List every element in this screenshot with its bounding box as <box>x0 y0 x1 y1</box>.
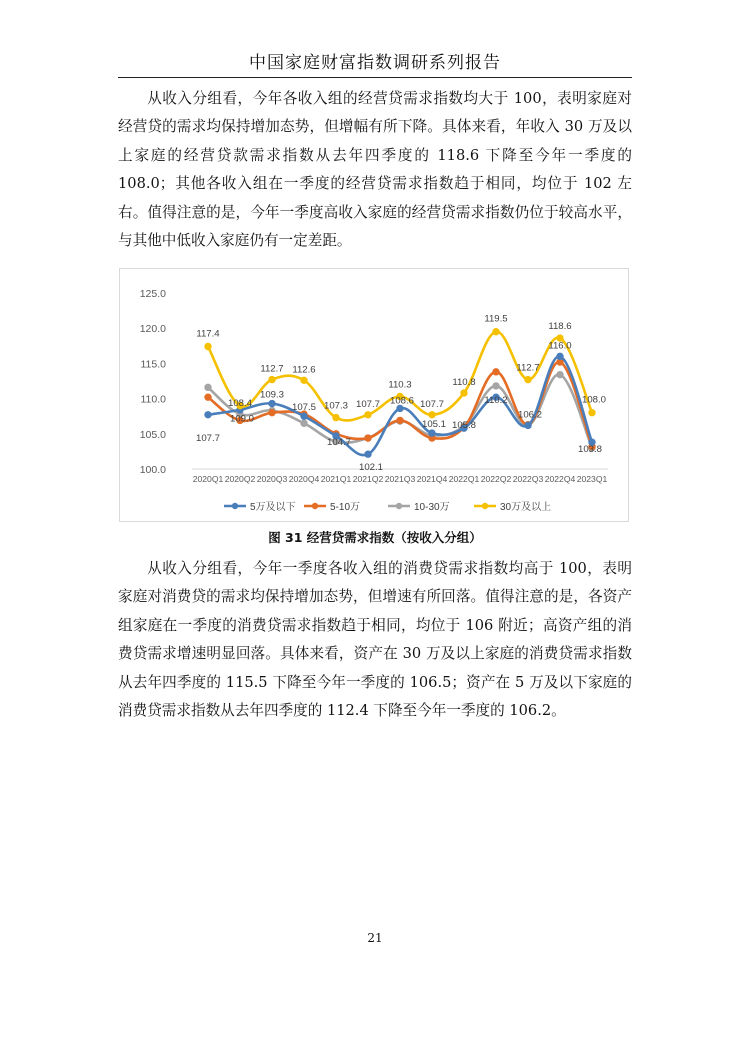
chart-frame <box>119 268 629 522</box>
data-label-series-3: 117.4 <box>196 328 220 340</box>
x-tick-label: 2021Q4 <box>416 474 448 484</box>
series-point-1 <box>493 369 499 375</box>
series-point-2 <box>205 384 211 390</box>
data-label-series-3: 107.7 <box>355 398 381 410</box>
series-point-1 <box>269 409 275 415</box>
data-label-series-3: 119.5 <box>484 313 508 325</box>
page-header-title: 中国家庭财富指数调研系列报告 <box>249 53 501 73</box>
legend-label: 10-30万 <box>414 502 450 513</box>
data-label-series-3: 118.6 <box>548 321 572 333</box>
x-tick-label: 2020Q3 <box>256 474 288 484</box>
x-tick-label: 2022Q4 <box>544 474 576 484</box>
data-label-series-0: 102.1 <box>358 462 384 474</box>
data-label-series-0: 105.8 <box>451 420 477 432</box>
series-point-0 <box>557 353 563 359</box>
y-tick-label: 120.0 <box>139 323 166 336</box>
series-point-0 <box>365 451 371 457</box>
data-label-series-3: 107.3 <box>323 400 349 412</box>
y-tick-label: 100.0 <box>139 464 166 476</box>
data-label-series-0: 109.3 <box>259 389 285 401</box>
series-point-2 <box>557 371 563 377</box>
series-point-1 <box>365 435 371 441</box>
legend-swatch-marker <box>482 503 488 509</box>
data-label-series-0: 107.5 <box>291 402 317 414</box>
data-label-series-3: 110.3 <box>388 379 412 391</box>
series-point-3 <box>365 412 371 418</box>
legend-swatch-marker <box>396 503 402 509</box>
y-tick-label: 110.0 <box>140 393 166 406</box>
legend-swatch-marker <box>232 503 238 509</box>
header-divider <box>118 77 632 78</box>
data-label-series-0: 105.1 <box>421 419 447 431</box>
series-point-0 <box>205 412 211 418</box>
data-label-series-0: 106.2 <box>517 409 543 421</box>
series-point-0 <box>429 430 435 436</box>
x-tick-label: 2021Q1 <box>320 474 352 484</box>
series-point-0 <box>525 422 531 428</box>
data-label-series-3: 110.8 <box>452 376 476 388</box>
paragraph-business-loan: 从收入分组看，今年各收入组的经营贷需求指数均大于 100，表明家庭对经营贷的需求均保持增加态势，但增幅有所下降。具体来看，年收入 30 万及以上家庭的经营贷款需求指数从去年四季度的 118.6 下降至今年一季度的 108.0；其他各收入组在一季度的经营贷需求指数趋于相同，均位于 102 左右。值得注意的是，今年一季度高收入家庭的经营贷需求指数仍位于较高水平，与其他中低收入家庭仍有一定差距。 <box>118 90 632 250</box>
x-tick-label: 2021Q2 <box>352 474 384 484</box>
series-point-1 <box>205 394 211 400</box>
y-tick-label: 105.0 <box>139 428 166 441</box>
x-tick-label: 2021Q3 <box>384 474 416 484</box>
page-number: 21 <box>367 931 383 945</box>
paragraph-consumer-loan: 从收入分组看，今年一季度各收入组的消费贷需求指数均高于 100，表明家庭对消费贷的需求均保持增加态势，但增速有所回落。值得注意的是，各资产组家庭在一季度的消费贷需求指数趋于相同，均位于 106 附近；高资产组的消费贷需求增速明显回落。具体来看，资产在 30 万及以上家庭的消费贷需求指数从去年四季度的 115.5 下降至今年一季度的 106.5；资产在 5 万及以下家庭的消费贷需求指数从去年四季度的 112.4 下降至今年一季度的 106.2。 <box>118 560 632 720</box>
series-point-3 <box>301 377 307 383</box>
x-tick-label: 2023Q1 <box>576 474 608 484</box>
data-label-series-3: 112.7 <box>516 362 540 374</box>
legend-label: 5-10万 <box>330 502 361 513</box>
legend-swatch-marker <box>312 503 318 509</box>
data-label-series-3: 109.0 <box>229 413 255 425</box>
business-loan-demand-chart <box>120 269 630 523</box>
series-point-3 <box>589 409 595 415</box>
data-label-series-3: 108.0 <box>581 394 607 406</box>
data-label-series-0: 107.7 <box>195 432 221 444</box>
series-point-3 <box>269 376 275 382</box>
series-point-0 <box>301 413 307 419</box>
data-label-series-0: 110.2 <box>484 395 508 407</box>
data-label-series-0: 108.6 <box>389 395 415 407</box>
series-point-1 <box>397 417 403 423</box>
legend-label: 30万及以上 <box>500 502 552 513</box>
legend-label: 5万及以下 <box>250 502 296 513</box>
data-label-series-3: 107.7 <box>419 398 445 410</box>
series-point-3 <box>461 390 467 396</box>
data-label-series-3: 112.6 <box>292 364 316 376</box>
x-tick-label: 2022Q2 <box>480 474 512 484</box>
data-label-series-0: 103.8 <box>577 444 603 456</box>
series-point-3 <box>333 414 339 420</box>
data-label-series-0: 108.4 <box>227 397 253 409</box>
data-label-series-0: 104.7 <box>326 436 352 448</box>
figure-caption: 图 31 经营贷需求指数（按收入分组） <box>268 530 482 545</box>
series-point-3 <box>205 343 211 349</box>
series-point-2 <box>493 383 499 389</box>
data-label-series-3: 112.7 <box>260 363 284 375</box>
series-point-3 <box>493 329 499 335</box>
x-tick-label: 2020Q4 <box>288 474 320 484</box>
y-tick-label: 115.0 <box>140 358 166 371</box>
x-tick-label: 2020Q1 <box>192 474 224 484</box>
y-tick-label: 125.0 <box>139 288 166 300</box>
series-point-2 <box>301 420 307 426</box>
x-tick-label: 2020Q2 <box>224 474 256 484</box>
series-point-0 <box>269 400 275 406</box>
x-tick-label: 2022Q1 <box>448 474 480 484</box>
x-tick-label: 2022Q3 <box>512 474 544 484</box>
data-label-series-0: 116.0 <box>548 340 572 352</box>
series-point-3 <box>429 412 435 418</box>
series-point-3 <box>525 376 531 382</box>
